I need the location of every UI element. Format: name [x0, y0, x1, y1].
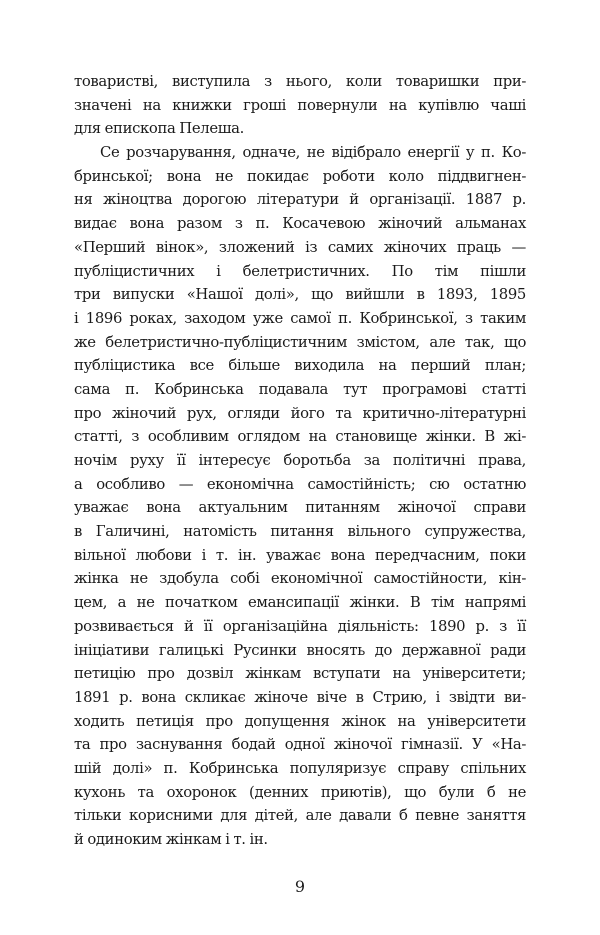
text-line: товаристві, виступила з нього, коли товаришки при-	[74, 73, 526, 90]
text-line: розвивається й її організаційна діяльність: 1890 р. з її	[74, 617, 526, 635]
text-line: три випуски «Нашої долі», що вийшли в 1893, 1895	[74, 286, 526, 304]
text-line: про жіночий рух, огляди його та критично-літературні	[74, 404, 526, 422]
text-line: значені на книжки гроші повернули на купівлю чаші	[74, 96, 526, 114]
text-line: статті, з особливим оглядом на становище жінки. В жі-	[74, 428, 526, 446]
text-line: та про заснування бодай одної жіночої гімназії. У «На-	[74, 736, 526, 754]
page-number: 9	[294, 877, 306, 896]
text-line: петицію про дозвіл жінкам вступати на університети;	[74, 665, 526, 683]
text-line: видає вона разом з п. Косачевою жіночий альманах	[74, 215, 526, 233]
text-line: і 1896 роках, заходом уже самої п. Кобринської, з таким	[74, 309, 526, 327]
text-line: тільки корисними для дітей, але давали б певне заняття	[74, 807, 526, 825]
book-page-text	[74, 70, 526, 852]
text-line: в Галичині, натомість питання вільного супружества,	[74, 523, 526, 541]
text-line: ня жіноцтва дорогою літератури й організації. 1887 р.	[74, 191, 526, 209]
text-line: сама п. Кобринська подавала тут програмові статті	[74, 380, 526, 398]
text-line: шій долі» п. Кобринська популяризує справу спільних	[74, 759, 526, 777]
text-line: 1891 р. вона скликає жіноче віче в Стрию, і звідти ви-	[74, 688, 526, 706]
text-line: «Перший вінок», зложений із самих жіночих праць —	[74, 238, 526, 256]
text-line: ночім руху її інтересує боротьба за політичні права,	[74, 452, 526, 469]
text-line: бринської; вона не покидає роботи коло піддвигнен-	[74, 167, 526, 185]
text-line: вільної любови і т. ін. уважає вона передчасним, поки	[74, 546, 526, 564]
text-line: для епископа Пелеша.	[74, 120, 244, 138]
text-line: публіцистичних і белетристичних. По тім пішли	[74, 262, 526, 280]
text-line: же белетристично-публіцистичним змістом, але так, що	[74, 333, 526, 351]
text-line: й одиноким жінкам і т. ін.	[74, 831, 268, 848]
text-line: ходить петиція про допущення жінок на університети	[74, 712, 526, 730]
text-line: уважає вона актуальним питанням жіночої справи	[74, 499, 526, 517]
text-line: жінка не здобула собі економічної самостійности, кін-	[74, 570, 526, 588]
text-line: а особливо — економічна самостійність; сю остатню	[74, 475, 526, 493]
text-line: публіцистика все більше виходила на перший план;	[74, 357, 526, 375]
text-line: ініціативи галицькі Русинки вносять до державної ради	[74, 641, 526, 659]
text-line: цем, а не початком емансипації жінки. В тім напрямі	[74, 594, 526, 612]
text-line: кухонь та охоронок (денних приютів), що були б не	[74, 783, 526, 801]
paragraph-start-line: Се розчарування, одначе, не відібрало енергії у п. Ко-	[100, 144, 526, 162]
